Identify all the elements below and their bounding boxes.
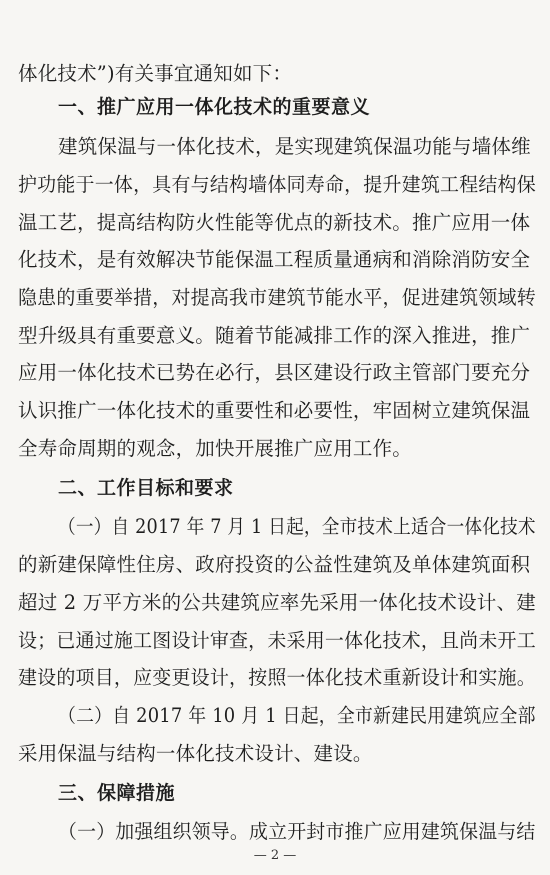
section-heading-3: 三、保障措施 — [58, 782, 176, 804]
paragraph-line: 温工艺，提高结构防火性能等优点的新技术。推广应用一体 — [18, 211, 531, 234]
section-heading-1: 一、推广应用一体化技术的重要意义 — [58, 96, 371, 118]
paragraph-line: （一）加强组织领导。成立开封市推广应用建筑保温与结 — [58, 820, 536, 843]
paragraph-line: 的新建保障性住房、政府投资的公益性建筑及单体建筑面积 — [18, 553, 531, 576]
paragraph-line: 型升级具有重要意义。随着节能减排工作的深入推进，推广 — [18, 324, 531, 347]
page-number: — 2 — — [253, 848, 297, 863]
section-heading-2: 二、工作目标和要求 — [58, 477, 234, 499]
paragraph-line: 护功能于一体，具有与结构墙体同寿命，提升建筑工程结构保 — [18, 173, 536, 196]
paragraph-line: 全寿命周期的观念，加快开展推广应用工作。 — [18, 437, 413, 460]
paragraph-line: （二）自 2017 年 10 月 1 日起，全市新建民用建筑应全部 — [58, 704, 536, 727]
paragraph-line: 设；已通过施工图设计审查，未采用一体化技术，且尚未开工 — [18, 629, 536, 652]
paragraph-line: 超过 2 万平方米的公共建筑应率先采用一体化技术设计、建 — [18, 591, 536, 614]
paragraph-line: 隐患的重要举措，对提高我市建筑节能水平，促进建筑领域转 — [18, 286, 536, 309]
paragraph-line: 化技术，是有效解决节能保温工程质量通病和消除消防安全 — [18, 248, 531, 271]
paragraph-line: 认识推广一体化技术的重要性和必要性，牢固树立建筑保温 — [18, 399, 531, 422]
text-line-continuation: 体化技术”)有关事宜通知如下： — [18, 62, 293, 85]
paragraph-line: 应用一体化技术已势在必行，县区建设行政主管部门要充分 — [18, 361, 531, 384]
paragraph-line: 建设的项目，应变更设计，按照一体化技术重新设计和实施。 — [18, 666, 536, 689]
paragraph-line: 采用保温与结构一体化技术设计、建设。 — [18, 742, 373, 765]
paragraph-line: （一）自 2017 年 7 月 1 日起，全市技术上适合一体化技术 — [58, 515, 536, 538]
paragraph-line: 建筑保温与一体化技术，是实现建筑保温功能与墙体维 — [58, 135, 531, 158]
